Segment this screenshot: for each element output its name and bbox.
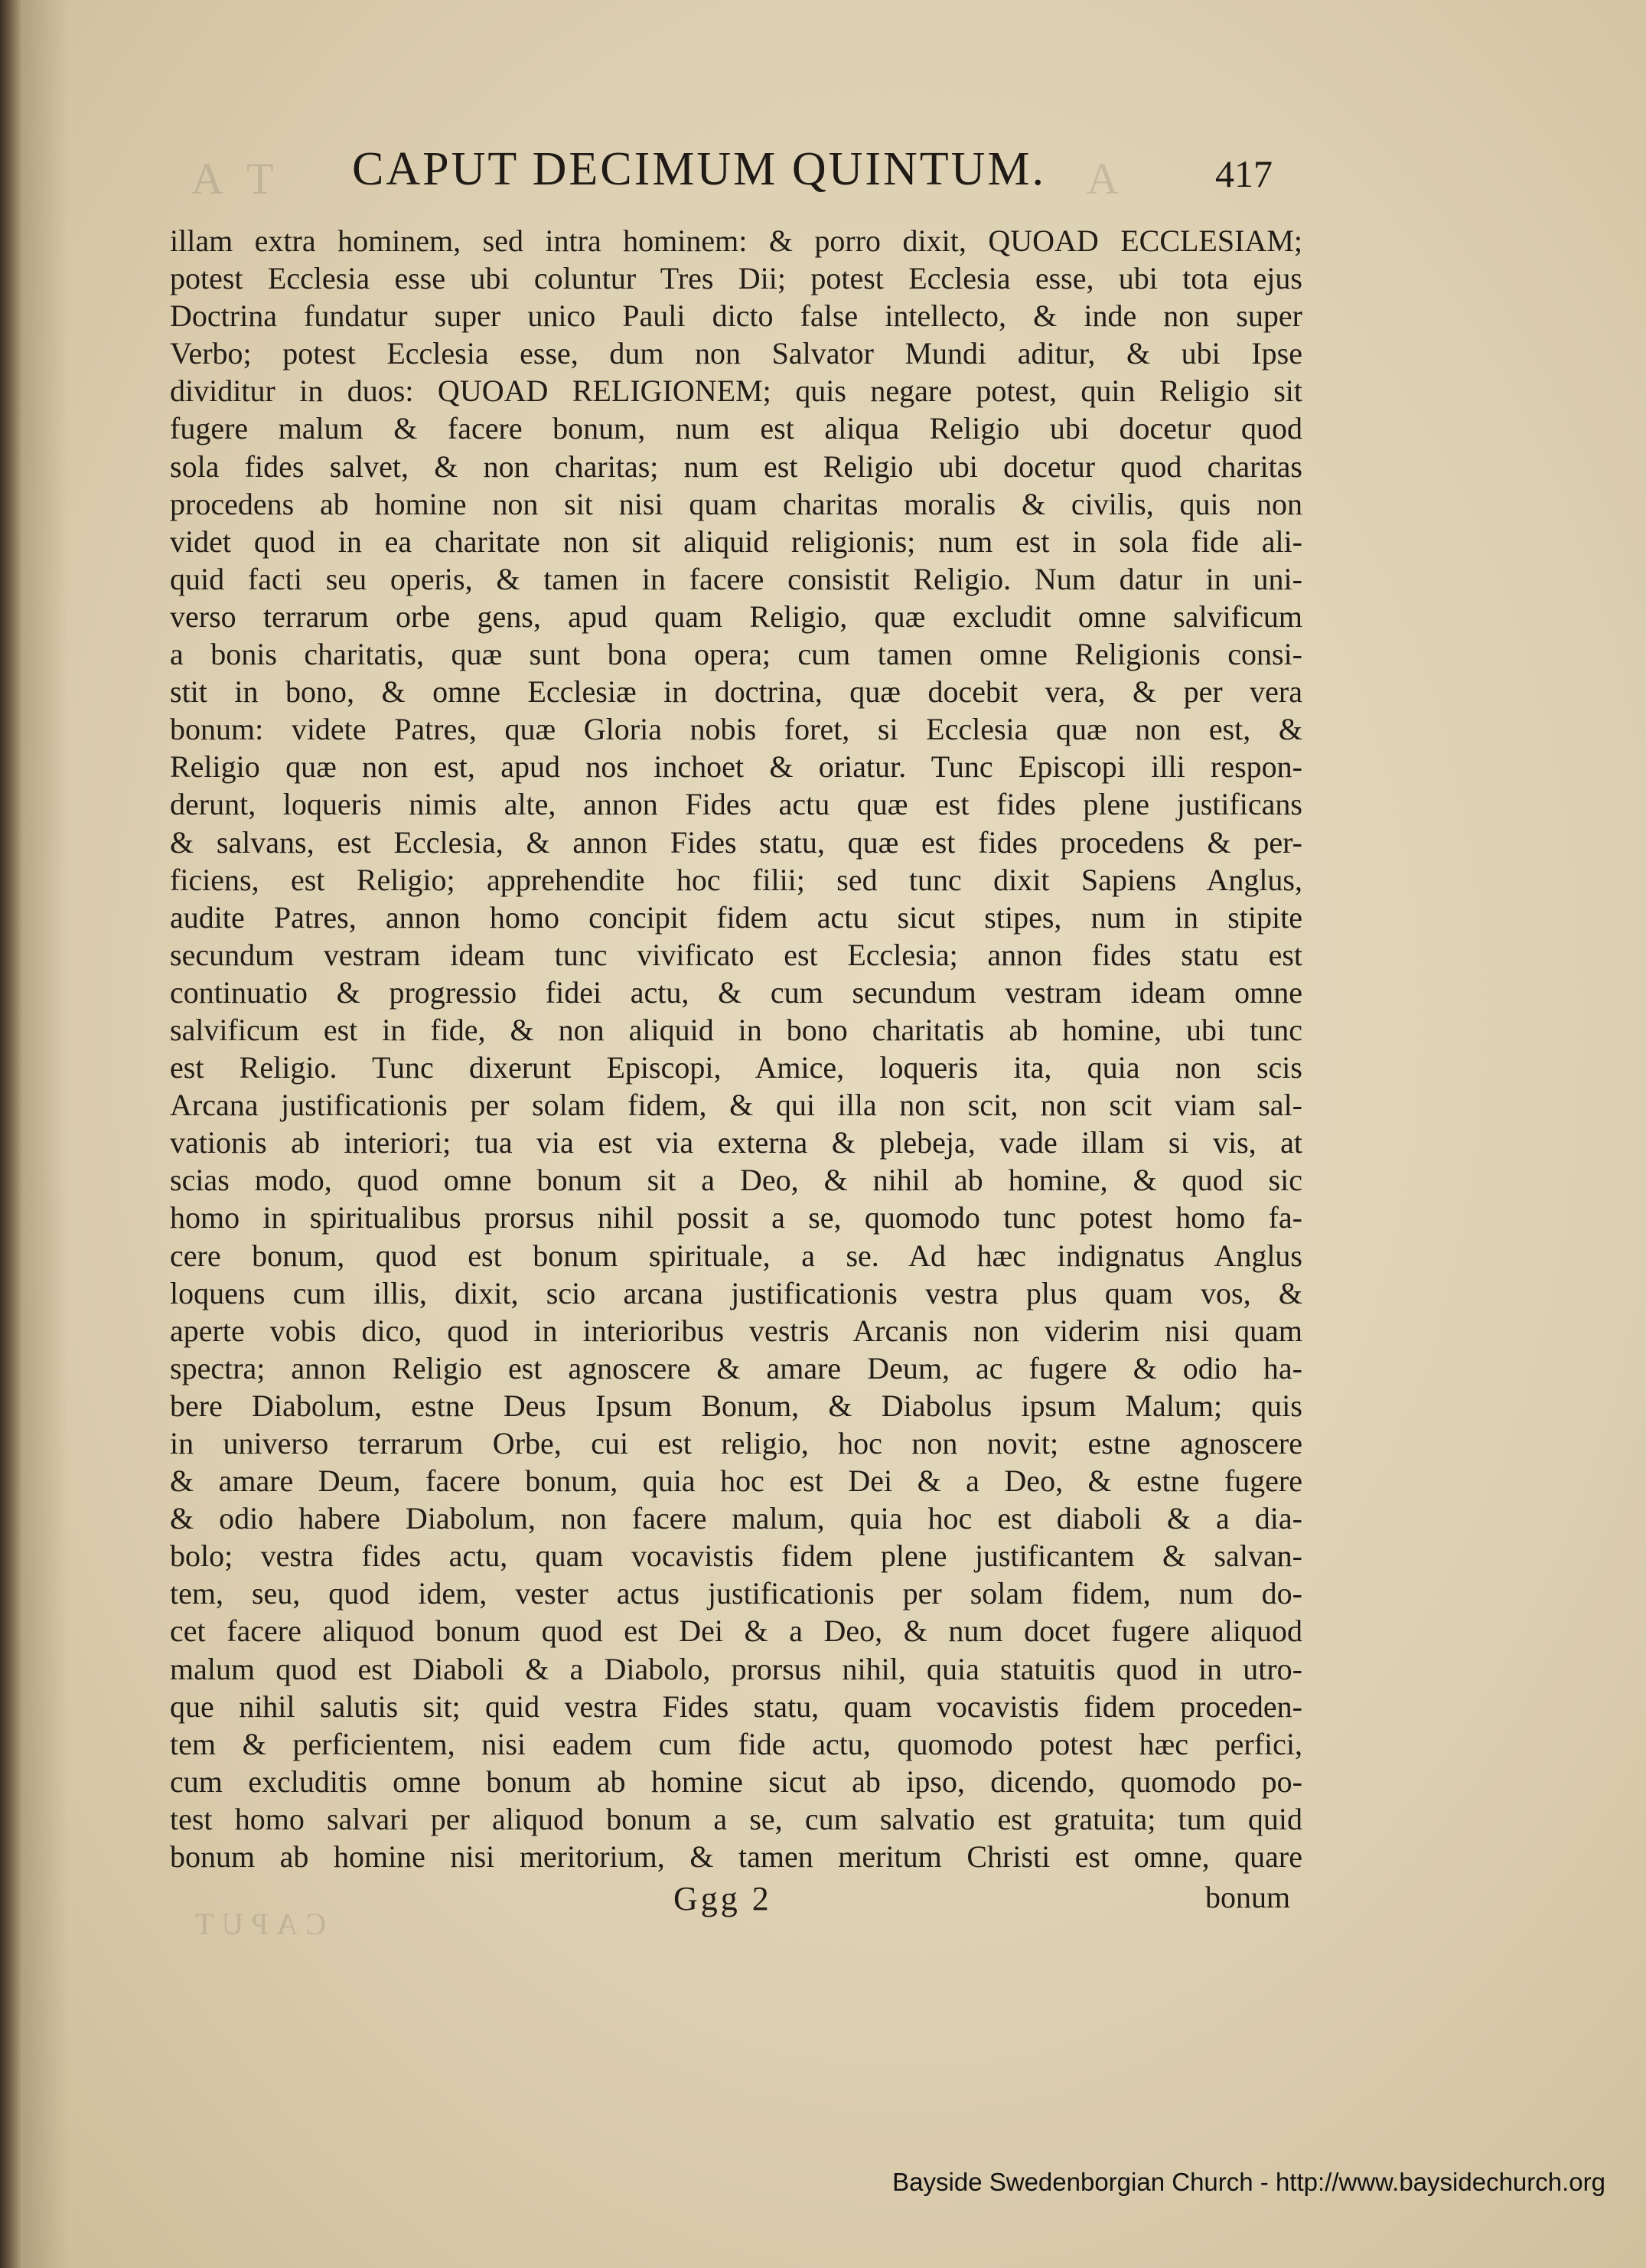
text-line: vationis ab interiori; tua via est via externa & plebeja, vade illam si vis, at xyxy=(170,1125,1302,1160)
text-line: procedens ab homine non sit nisi quam charitas moralis & civilis, quis non xyxy=(170,486,1302,521)
text-line: scias modo, quod omne bonum sit a Deo, & nihil ab homine, & quod sic xyxy=(170,1163,1302,1198)
text-line: malum quod est Diaboli & a Diabolo, prorsus nihil, quia statuitis quod in utro- xyxy=(170,1651,1302,1686)
text-line: cum excluditis omne bonum ab homine sicut ab ipso, dicendo, quomodo po- xyxy=(170,1764,1302,1799)
text-line: illam extra hominem, sed intra hominem: & porro dixit, QUOAD ECCLESIAM; xyxy=(170,224,1302,258)
text-line: homo in spiritualibus prorsus nihil possit a se, quomodo tunc potest homo fa- xyxy=(170,1200,1302,1235)
text-line: Verbo; potest Ecclesia esse, dum non Salvator Mundi aditur, & ubi Ipse xyxy=(170,336,1302,371)
text-line: salvificum est in fide, & non aliquid in bono charitatis ab homine, ubi tunc xyxy=(170,1012,1302,1047)
watermark: Bayside Swedenborgian Church - http://www.baysidechurch.org xyxy=(892,2168,1605,2196)
text-line: & amare Deum, facere bonum, quia hoc est Dei & a Deo, & estne fugere xyxy=(170,1464,1302,1499)
text-line: fugere malum & facere bonum, num est aliqua Religio ubi docetur quod xyxy=(170,411,1302,446)
page-number: 417 xyxy=(1215,152,1273,195)
text-line: bolo; vestra fides actu, quam vocavistis fidem plene justificantem & salvan- xyxy=(170,1539,1302,1574)
text-line: bonum ab homine nisi meritorium, & tamen meritum Christi est omne, quare xyxy=(170,1839,1302,1875)
text-line: ficiens, est Religio; apprehendite hoc filii; sed tunc dixit Sapiens Anglus, xyxy=(170,862,1302,897)
show-through-mark: A xyxy=(1087,154,1126,204)
book-gutter xyxy=(0,0,23,2268)
text-line: stit in bono, & omne Ecclesiæ in doctrina, quæ docebit vera, & per vera xyxy=(170,674,1302,710)
text-line: verso terrarum orbe gens, apud quam Religio, quæ excludit omne salvificum xyxy=(170,599,1302,634)
catchword: bonum xyxy=(1205,1880,1291,1914)
show-through-mark: CAPUT xyxy=(187,1907,327,1941)
text-line: & salvans, est Ecclesia, & annon Fides statu, quæ est fides procedens & per- xyxy=(170,824,1302,860)
text-line: audite Patres, annon homo concipit fidem actu sicut stipes, num in stipite xyxy=(170,899,1302,935)
text-line: & odio habere Diabolum, non facere malum, quia hoc est diaboli & a dia- xyxy=(170,1501,1302,1536)
text-line: potest Ecclesia esse ubi coluntur Tres Dii; potest Ecclesia esse, ubi tota ejus xyxy=(170,261,1302,296)
running-head: CAPUT DECIMUM QUINTUM. xyxy=(352,143,1047,195)
text-line: bonum: videte Patres, quæ Gloria nobis foret, si Ecclesia quæ non est, & xyxy=(170,712,1302,747)
text-line: tem & perficientem, nisi eadem cum fide actu, quomodo potest hæc perfici, xyxy=(170,1726,1302,1761)
text-line: Doctrina fundatur super unico Pauli dicto false intellecto, & inde non super xyxy=(170,299,1302,334)
show-through-mark: A T xyxy=(191,154,282,204)
text-line: loquens cum illis, dixit, scio arcana justificationis vestra plus quam vos, & xyxy=(170,1275,1302,1310)
text-line: in universo terrarum Orbe, cui est religio, hoc non novit; estne agnoscere xyxy=(170,1426,1302,1460)
text-line: a bonis charitatis, quæ sunt bona opera; cum tamen omne Religionis consi- xyxy=(170,637,1302,672)
signature-mark: Ggg 2 xyxy=(673,1880,772,1917)
text-line: Religio quæ non est, apud nos inchoet & oriatur. Tunc Episcopi illi respon- xyxy=(170,749,1302,785)
text-line: test homo salvari per aliquod bonum a se, cum salvatio est gratuita; tum quid xyxy=(170,1801,1302,1836)
text-line: derunt, loqueris nimis alte, annon Fides actu quæ est fides plene justificans xyxy=(170,787,1302,822)
text-line: videt quod in ea charitate non sit aliquid religionis; num est in sola fide ali- xyxy=(170,524,1302,559)
text-line: spectra; annon Religio est agnoscere & amare Deum, ac fugere & odio ha- xyxy=(170,1350,1302,1385)
text-line: secundum vestram ideam tunc vivificato est Ecclesia; annon fides statu est xyxy=(170,937,1302,972)
text-line: aperte vobis dico, quod in interioribus vestris Arcanis non viderim nisi quam xyxy=(170,1313,1302,1348)
text-line: est Religio. Tunc dixerunt Episcopi, Amice, loqueris ita, quia non scis xyxy=(170,1050,1302,1085)
text-line: quid facti seu operis, & tamen in facere consistit Religio. Num datur in uni- xyxy=(170,561,1302,596)
text-line: continuatio & progressio fidei actu, & cum secundum vestram ideam omne xyxy=(170,974,1302,1010)
text-line: que nihil salutis sit; quid vestra Fides statu, quam vocavistis fidem proceden- xyxy=(170,1689,1302,1724)
body-text xyxy=(170,222,1302,1875)
text-line: dividitur in duos: QUOAD RELIGIONEM; quis negare potest, quin Religio sit xyxy=(170,374,1302,409)
text-line: Arcana justificationis per solam fidem, & qui illa non scit, non scit viam sal- xyxy=(170,1088,1302,1123)
gutter-shadow xyxy=(23,0,69,2268)
text-line: tem, seu, quod idem, vester actus justificationis per solam fidem, num do- xyxy=(170,1576,1302,1611)
text-line: cere bonum, quod est bonum spirituale, a se. Ad hæc indignatus Anglus xyxy=(170,1238,1302,1273)
text-line: sola fides salvet, & non charitas; num est Religio ubi docetur quod charitas xyxy=(170,449,1302,484)
text-line: bere Diabolum, estne Deus Ipsum Bonum, & Diabolus ipsum Malum; quis xyxy=(170,1388,1302,1423)
text-line: cet facere aliquod bonum quod est Dei & a Deo, & num docet fugere aliquod xyxy=(170,1614,1302,1649)
